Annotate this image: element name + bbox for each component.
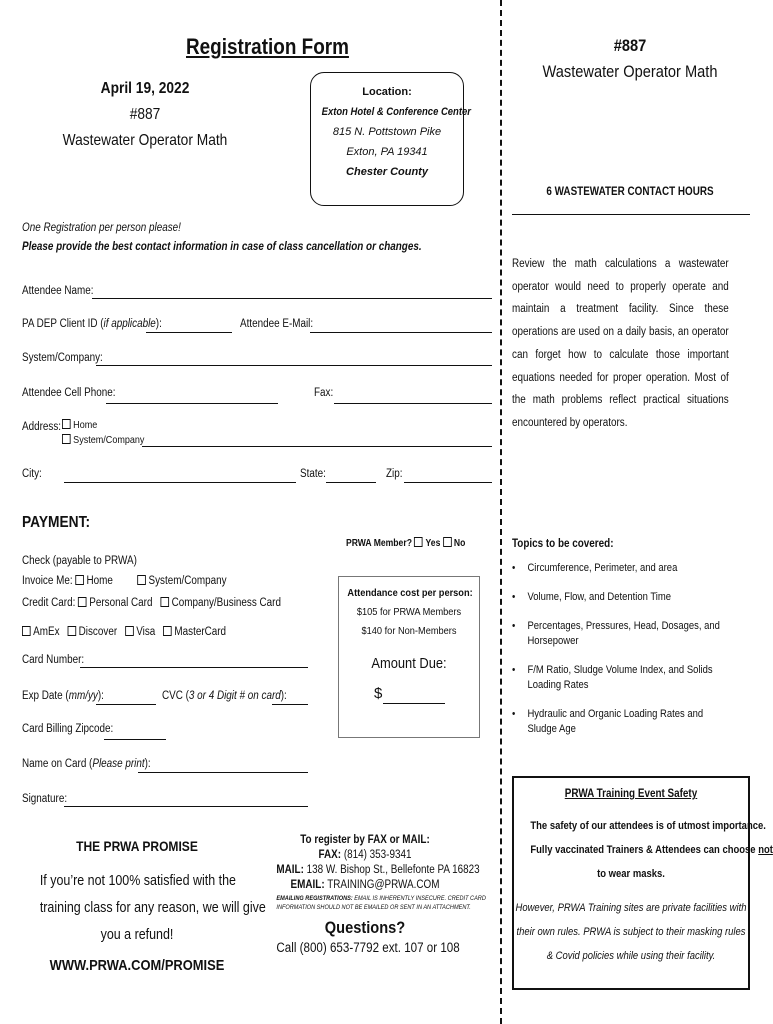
topics-list: [512, 561, 734, 737]
home-checkbox[interactable]: [62, 419, 71, 429]
cut-line: [500, 0, 502, 1024]
promise-text-2: training class for any reason, we will give: [39, 900, 266, 916]
invoice-row: Invoice Me: Home System/Company: [22, 575, 227, 587]
cvc-label: CVC (3 or 4 Digit # on card):: [162, 690, 287, 702]
amex-checkbox[interactable]: [22, 626, 31, 636]
questions-heading: Questions?: [324, 918, 406, 937]
dollar-sign: $: [374, 685, 383, 702]
zip-field[interactable]: [404, 482, 492, 483]
topic-item: • Percentages, Pressures, Head, Dosages, and Horsepower: [512, 619, 734, 649]
cell-label: Attendee Cell Phone:: [22, 387, 116, 399]
register-fax: FAX: (814) 353-9341: [318, 849, 412, 861]
register-warning: EMAILING REGISTRATIONS: EMAIL IS INHERENTLY INSECURE. CREDIT CARD INFORMATION SHOULD NOT BE EMAILED OR SENT IN AN ATTACHMENT.: [276, 895, 486, 911]
member-no-checkbox[interactable]: [443, 537, 452, 547]
cost-members: $105 for PRWA Members: [356, 606, 462, 618]
visa-checkbox[interactable]: [125, 626, 134, 636]
topic-item: • Hydraulic and Organic Loading Rates and Sludge Age: [512, 707, 734, 737]
signature-label: Signature:: [22, 793, 68, 805]
discover-checkbox[interactable]: [67, 626, 76, 636]
member-yes-checkbox[interactable]: [414, 537, 423, 547]
city-label: City:: [22, 468, 42, 480]
signature-field[interactable]: [64, 806, 308, 807]
payment-heading: PAYMENT:: [22, 514, 91, 531]
address-system-option[interactable]: System/Company: [62, 434, 144, 446]
form-title: Registration Form: [186, 34, 349, 59]
state-label: State:: [300, 468, 326, 480]
attendee-name-field[interactable]: [92, 298, 492, 299]
business-card-checkbox[interactable]: [160, 597, 169, 607]
safety-policy: However, PRWA Training sites are private facilities with their own rules. PRWA is subject to their masking rules & Covid policies while using their facility.: [515, 902, 747, 962]
exp-field[interactable]: [96, 704, 156, 705]
safety-line-3: to wear masks.: [597, 868, 665, 880]
zipcode-label: Card Billing Zipcode:: [22, 723, 114, 735]
state-field[interactable]: [326, 482, 376, 483]
name-on-card-field[interactable]: [138, 772, 308, 773]
promise-heading: THE PRWA PROMISE: [76, 838, 198, 854]
address-field[interactable]: [142, 446, 492, 447]
hours-rule: [512, 214, 750, 215]
safety-heading: PRWA Training Event Safety: [564, 788, 698, 800]
system-label: System/Company:: [22, 352, 103, 364]
promise-text-1: If you’re not 100% satisfied with the: [39, 873, 236, 889]
topic-item: • F/M Ratio, Sludge Volume Index, and Solids Loading Rates: [512, 663, 734, 693]
safety-line-2: Fully vaccinated Trainers & Attendees can choose not: [530, 844, 773, 856]
invoice-home-checkbox[interactable]: [75, 575, 84, 585]
exp-label: Exp Date (mm/yy):: [22, 690, 104, 702]
register-email[interactable]: EMAIL: TRAINING@PRWA.COM: [290, 879, 440, 891]
card-type-row: AmEx Discover Visa MasterCard: [22, 626, 226, 638]
system-field[interactable]: [96, 365, 492, 366]
cell-field[interactable]: [106, 403, 278, 404]
topic-item: • Volume, Flow, and Detention Time: [512, 590, 734, 605]
promise-url[interactable]: WWW.PRWA.COM/PROMISE: [49, 957, 225, 974]
location-city: Exton, PA 19341: [346, 146, 428, 158]
location-county: Chester County: [346, 166, 428, 178]
email-label: Attendee E-Mail:: [240, 318, 314, 330]
register-heading: To register by FAX or MAIL:: [300, 834, 430, 846]
event-date: April 19, 2022: [100, 80, 190, 97]
system-checkbox[interactable]: [62, 434, 71, 444]
check-option[interactable]: Check (payable to PRWA): [22, 555, 137, 567]
client-id-field[interactable]: [146, 332, 232, 333]
cvc-field[interactable]: [272, 704, 308, 705]
location-label: Location:: [362, 86, 412, 98]
location-box: [310, 72, 471, 206]
city-field[interactable]: [64, 482, 296, 483]
mastercard-checkbox[interactable]: [163, 626, 172, 636]
register-mail: MAIL: 138 W. Bishop St., Bellefonte PA 16823: [276, 864, 480, 876]
card-number-label: Card Number:: [22, 654, 85, 666]
fax-field[interactable]: [334, 403, 492, 404]
contact-info-note: Please provide the best contact information in case of class cancellation or changes.: [22, 241, 422, 253]
safety-line-1: The safety of our attendees is of utmost importance.: [530, 820, 766, 832]
topics-heading: Topics to be covered:: [512, 538, 614, 550]
promise-text-3: you a refund!: [100, 927, 174, 943]
topic-item: • Circumference, Perimeter, and area: [512, 561, 734, 576]
cost-non-members: $140 for Non-Members: [361, 625, 457, 637]
address-label: Address:: [22, 421, 62, 433]
address-home-option[interactable]: Home: [62, 419, 97, 431]
event-course: Wastewater Operator Math: [62, 132, 228, 149]
personal-card-checkbox[interactable]: [78, 597, 87, 607]
client-id-label: PA DEP Client ID (if applicable):: [22, 318, 162, 330]
fax-label: Fax:: [314, 387, 334, 399]
location-venue: Exton Hotel & Conference Center: [321, 106, 471, 118]
questions-phone: Call (800) 653-7792 ext. 107 or 108: [276, 940, 460, 955]
event-number: #887: [129, 106, 161, 123]
invoice-system-checkbox[interactable]: [137, 575, 146, 585]
location-street: 815 N. Pottstown Pike: [332, 126, 442, 138]
credit-row: Credit Card: Personal Card Company/Business Card: [22, 597, 281, 609]
zipcode-field[interactable]: [104, 739, 166, 740]
one-per-person-note: One Registration per person please!: [22, 222, 181, 234]
zip-label: Zip:: [386, 468, 403, 480]
amount-box: [338, 576, 480, 738]
member-question: PRWA Member? Yes No: [346, 538, 466, 549]
email-field[interactable]: [310, 332, 492, 333]
name-on-card-label: Name on Card (Please print):: [22, 758, 151, 770]
amount-due-field[interactable]: [383, 703, 445, 704]
cost-label: Attendance cost per person:: [347, 587, 473, 599]
course-description: Review the math calculations a wastewater operator would need to properly operate and maintain a treatment facility. Since these operations are used on a daily basis, an operator can forget how to calculate those important equations needed for proper operation. Most of the math problems reflect practical situations encountered by operators.: [512, 258, 729, 429]
right-course: Wastewater Operator Math: [542, 62, 718, 81]
safety-box: [512, 776, 773, 990]
card-number-field[interactable]: [80, 667, 308, 668]
attendee-name-label: Attendee Name:: [22, 285, 94, 297]
right-number: #887: [613, 36, 647, 55]
contact-hours: 6 WASTEWATER CONTACT HOURS: [546, 186, 714, 198]
amount-due-label: Amount Due:: [371, 655, 447, 672]
